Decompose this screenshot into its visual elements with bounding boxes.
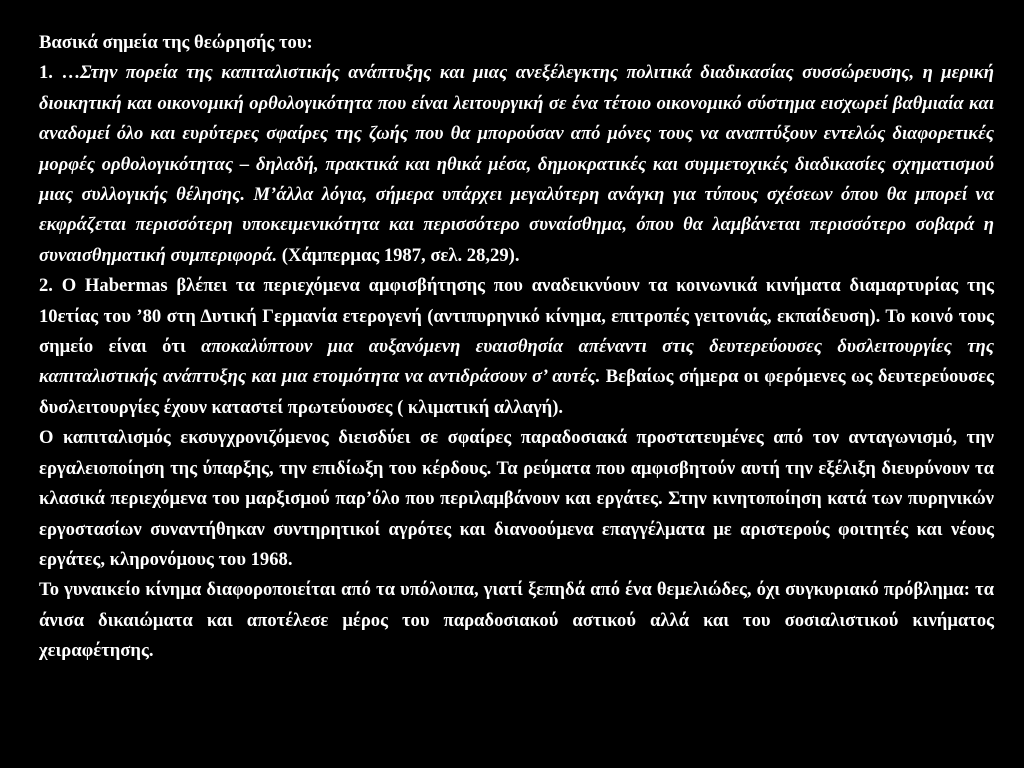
slide-body xyxy=(39,28,994,667)
point-1-number: 1. … xyxy=(39,62,80,84)
heading: Βασικά σημεία της θεώρησής του: xyxy=(39,32,313,53)
paragraph-capitalism: Ο καπιταλισμός εκσυγχρονιζόμενος διεισδύει σε σφαίρες παραδοσιακά προστατευμένες από τον ανταγωνισμό, την εργαλειοποίηση της ύπαρξης, την επιδίωξη του κέρδους. Τα ρεύματα που αμφισβητούν αυτή την εξέλιξη διευρύνουν τα κλασικά περιεχόμενα του μαρξισμού παρ’όλο που περιλαμβάνουν και εργάτες. Στην κινητοποίηση κατά των πυρηνικών εργοστασίων συναντήθηκαν συντηρητικοί αγρότες και διανοούμενα επαγγέλματα με αριστερούς φοιτητές και νέους εργάτες, κληρονόμους του 1968. xyxy=(39,427,994,570)
point-1-citation: (Χάμπερμας 1987, σελ. 28,29). xyxy=(277,244,520,266)
paragraph-womens-movement: Το γυναικείο κίνημα διαφοροποιείται από τα υπόλοιπα, γιατί ξεπηδά από ένα θεμελιώδες, όχι συγκυριακό πρόβλημα: τα άνισα δικαιώματα και αποτέλεσε μέρος του παραδοσιακού αστικού αλλά και του σοσιαλιστικού κινήματος χειραφέτησης. xyxy=(39,579,994,662)
point-2-text-a: 2. Ο Habermas βλέπει τα περιεχόμενα αμφισβήτησης που αναδεικνύουν τα κοινωνικά κινήματα διαμαρτυρίας της 10ετίας του ’80 στη Δυτική Γερμανία ετερογενή (αντιπυρηνικό κίνημα, επιτροπές γειτονιάς, εκπαίδευση). Το κοινό τους σημείο είναι ότι xyxy=(39,275,994,358)
point-2 xyxy=(39,271,994,423)
point-2-text-b: Βεβαίως σήμερα οι φερόμενες ως δευτερεύουσες δυσλειτουργίες έχουν καταστεί πρωτεύουσες ( κλιματική αλλαγή). xyxy=(39,366,994,418)
point-2-italic-text: αποκαλύπτουν μια αυξανόμενη ευαισθησία απέναντι στις δευτερεύουσες δυσλειτουργίες της καπιταλιστικής ανάπτυξης και μια ετοιμότητα να αντιδράσουν σ’ αυτές. xyxy=(39,336,994,388)
point-1-italic-text: Στην πορεία της καπιταλιστικής ανάπτυξης και μιας ανεξέλεγκτης πολιτικά διαδικασίας συσσώρευσης, η μερική διοικητική και οικονομική ορθολογικότητα που είναι λειτουργική σε ένα τέτοιο οικονομικό σύστημα εισχωρεί βαθμιαία και αναδομεί όλο και ευρύτερες σφαίρες της ζωής που θα μπορούσαν από μόνες τους να αναπτύξουν εντελώς διαφορετικές μορφές ορθολογικότητας – δηλαδή, πρακτικά και ηθικά μέσα, δημοκρατικές και συμμετοχικές διαδικασίες σχηματισμού μιας συλλογικής θέλησης. Μ’άλλα λόγια, σήμερα υπάρχει μεγαλύτερη ανάγκη για τύπους σχέσεων όπου θα μπορεί να εκφράζεται περισσότερη υποκειμενικότητα και περισσότερο συναίσθημα, όπου θα λαμβάνεται περισσότερο σοβαρά η συναισθηματική συμπεριφορά. xyxy=(39,62,994,266)
point-1 xyxy=(39,58,994,271)
